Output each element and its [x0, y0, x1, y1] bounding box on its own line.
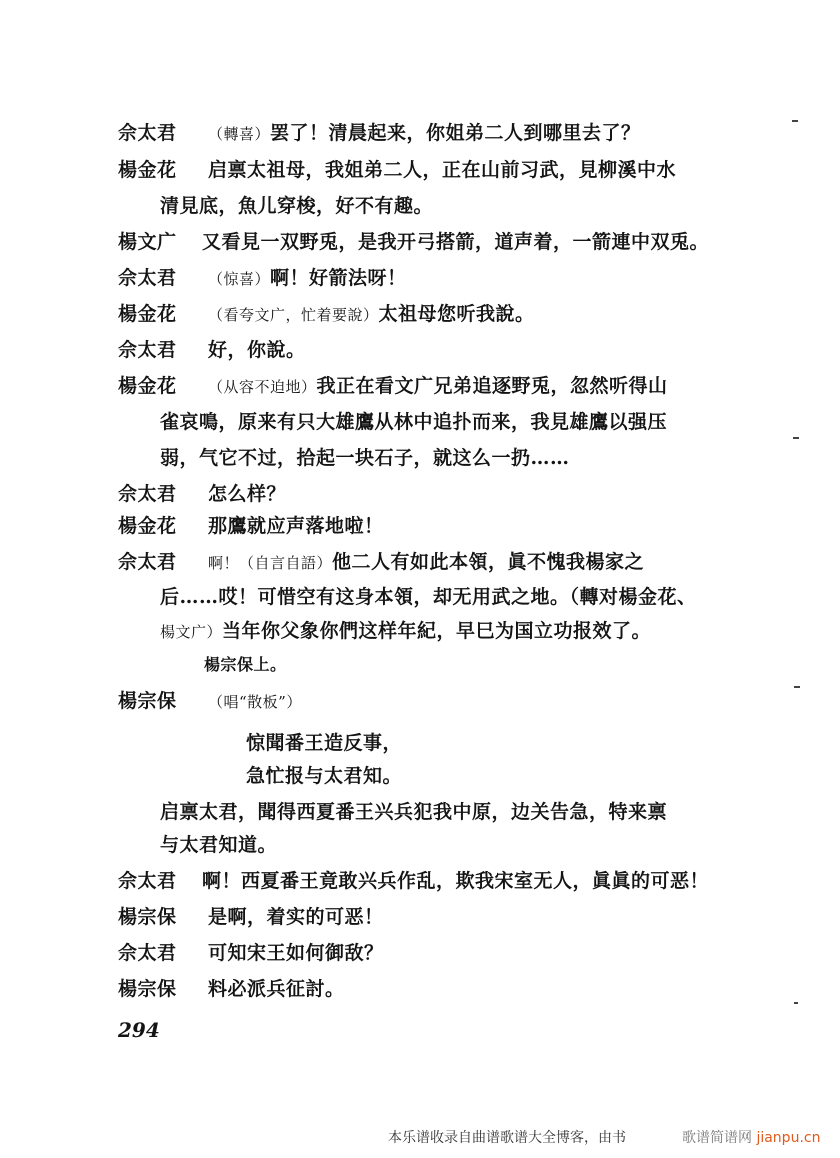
- dialogue-line: [118, 940, 384, 966]
- dialogue-line: [160, 618, 651, 645]
- dialogue-line: [118, 265, 407, 292]
- line-text: 啊！好箭法呀！: [270, 267, 407, 289]
- dialogue-line: [160, 409, 667, 435]
- line-text: 他二人有如此本領，眞不愧我楊家之: [332, 551, 645, 573]
- scan-mark: [792, 120, 798, 122]
- stage-direction: 楊文广）: [160, 623, 223, 641]
- watermark-site-name: 歌谱简谱网: [682, 1130, 752, 1146]
- scan-mark: [794, 686, 800, 688]
- dialogue-line: [118, 976, 345, 1002]
- verse-line: [246, 763, 402, 789]
- speaker-name: 佘太君: [118, 551, 177, 573]
- stage-note: [204, 652, 287, 678]
- line-text: 太祖母您听我說。: [378, 303, 535, 325]
- dialogue-line: [118, 373, 668, 400]
- dialogue-line: [118, 337, 306, 363]
- speaker-name: 楊宗保: [118, 906, 177, 928]
- line-text: 弱，气它不过，拾起一块石子，就这么一扔……: [160, 447, 570, 469]
- line-text: 惊聞番王造反事，: [246, 732, 403, 754]
- speaker-name: 楊金花: [118, 375, 177, 397]
- line-text: 与太君知道。: [160, 834, 278, 856]
- page-number: 294: [118, 1018, 160, 1042]
- line-text: 清見底，魚儿穿梭，好不有趣。: [160, 195, 434, 217]
- dialogue-line: [118, 229, 709, 255]
- dialogue-line: [118, 513, 384, 539]
- stage-direction: 啊！（自言自語）: [208, 554, 333, 572]
- dialogue-line: [118, 549, 644, 576]
- verse-line: [246, 730, 402, 756]
- line-text: 雀哀鳴，原来有只大雄鷹从林中追扑而来，我見雄鷹以强压: [160, 411, 668, 433]
- line-text: 罢了！清晨起来，你姐弟二人到哪里去了？: [270, 122, 641, 144]
- speaker-name: 佘太君: [118, 942, 177, 964]
- dialogue-line: [118, 481, 286, 507]
- speaker-name: 佘太君: [118, 339, 177, 361]
- speaker-name: 楊金花: [118, 515, 177, 537]
- line-text: 急忙报与太君知。: [246, 765, 403, 787]
- scan-mark: [793, 437, 799, 439]
- speaker-name: 佘太君: [118, 122, 177, 144]
- dialogue-line: [160, 832, 277, 858]
- dialogue-line: [160, 193, 433, 219]
- stage-direction: （唱“散板”）: [208, 693, 302, 711]
- line-text: 啊！西夏番王竟敢兴兵作乱，欺我宋室无人，眞眞的可恶！: [202, 870, 710, 892]
- dialogue-line: [160, 799, 667, 825]
- speaker-name: 佘太君: [118, 870, 177, 892]
- line-text: 好，你說。: [208, 339, 306, 361]
- speaker-name: 楊宗保: [118, 690, 177, 712]
- line-text: 启禀太君，聞得西夏番王兴兵犯我中原，边关告急，特来禀: [160, 801, 668, 823]
- dialogue-line: [118, 688, 302, 715]
- line-text: 怎么样？: [208, 483, 287, 505]
- line-text: 那鷹就应声落地啦！: [208, 515, 384, 537]
- line-text: 启禀太祖母，我姐弟二人，正在山前习武，見柳溪中水: [208, 159, 677, 181]
- line-text: 又看見一双野兎，是我开弓搭箭，道声着，一箭連中双兎。: [202, 231, 710, 253]
- dialogue-line: [160, 584, 697, 610]
- watermark: [682, 1127, 820, 1147]
- footer-note: 本乐谱收录自曲谱歌谱大全博客，由书: [388, 1130, 626, 1146]
- line-text: 我正在看文广兄弟追逐野兎，忽然听得山: [316, 375, 668, 397]
- dialogue-line: [118, 904, 384, 930]
- speaker-name: 楊金花: [118, 303, 177, 325]
- stage-direction: （从容不迫地）: [208, 378, 317, 396]
- speaker-name: 佘太君: [118, 267, 177, 289]
- dialogue-line: [118, 157, 676, 184]
- dialogue-line: [160, 445, 570, 471]
- dialogue-line: [118, 301, 535, 328]
- speaker-name: 楊宗保: [118, 978, 177, 1000]
- line-text: 可知宋王如何御敌？: [208, 942, 384, 964]
- line-text: 楊宗保上。: [204, 655, 287, 674]
- stage-direction: （看夸文广，忙着要說）: [208, 306, 379, 324]
- stage-direction: （轉喜）: [208, 125, 271, 143]
- line-text: 是啊，着实的可恶！: [208, 906, 384, 928]
- speaker-name: 楊金花: [118, 159, 177, 181]
- speaker-name: 楊文广: [118, 231, 177, 253]
- dialogue-line: [118, 868, 709, 894]
- line-text: 当年你父象你們这样年紀，早巳为国立功报效了。: [222, 620, 652, 642]
- scan-mark: [794, 1002, 798, 1004]
- line-text: 料必派兵征討。: [208, 978, 345, 1000]
- dialogue-line: [118, 120, 641, 147]
- stage-direction: （惊喜）: [208, 270, 271, 288]
- speaker-name: 佘太君: [118, 483, 177, 505]
- watermark-url: jianpu.cn: [756, 1130, 821, 1146]
- line-text: 后……哎！可惜空有这身本領，却无用武之地。（轉对楊金花、: [160, 586, 697, 608]
